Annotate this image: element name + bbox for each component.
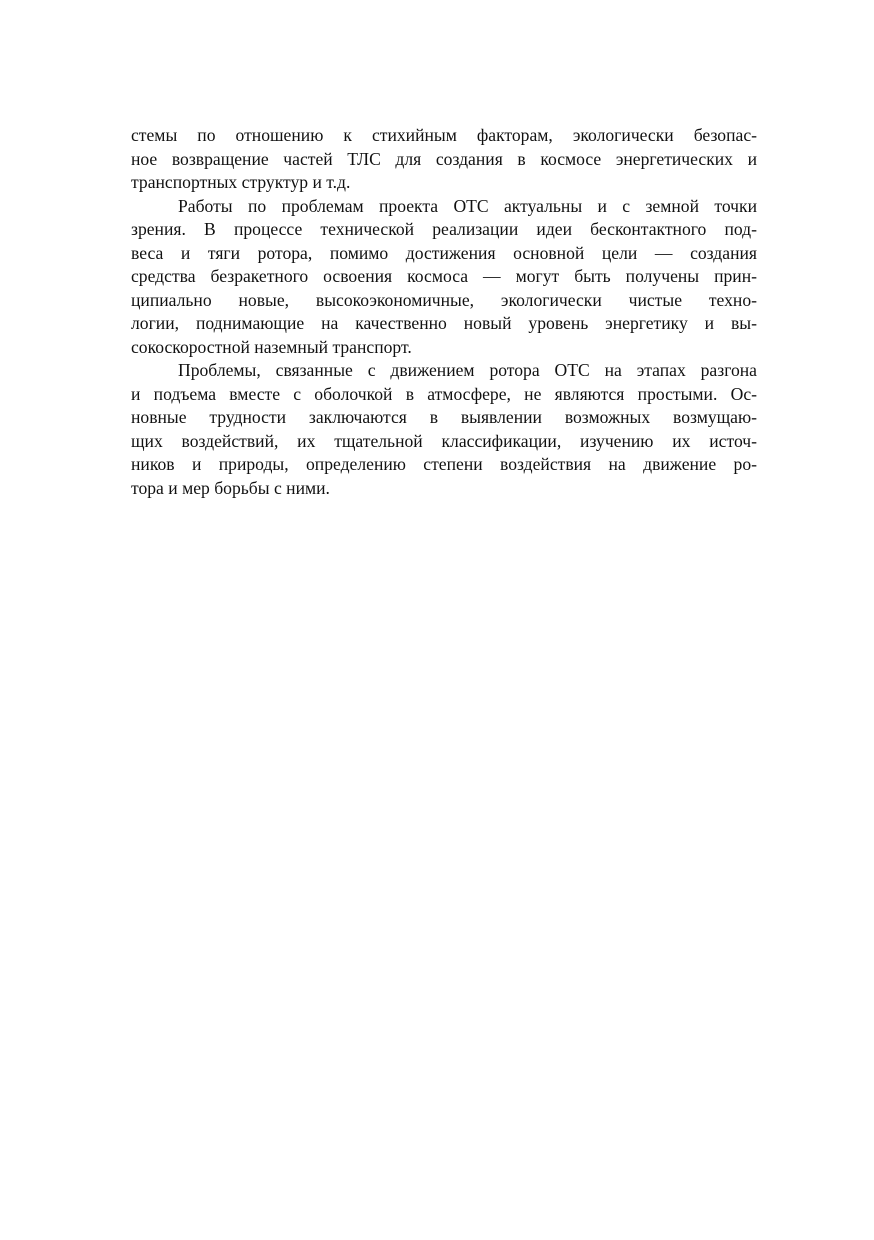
paragraph-3 [131,359,757,500]
body-text [131,124,757,500]
text-line: веса и тяги ротора, помимо достижения основной цели — создания [131,242,757,263]
text-line: ципиально новые, высокоэкономичные, экологически чистые техно- [131,289,757,310]
text-line: щих воздействий, их тщательной классификации, изучению их источ- [131,430,757,451]
text-line: стемы по отношению к стихийным факторам, экологически безопас- [131,125,757,145]
text-line: зрения. В процессе технической реализации идеи бесконтактного под- [131,219,757,239]
text-line: средства безракетного освоения космоса — могут быть получены прин- [131,266,757,286]
text-line: ников и природы, определению степени воздействия на движение ро- [131,454,757,474]
text-line: сокоскоростной наземный транспорт. [131,336,412,357]
text-line: транспортных структур и т.д. [131,172,351,192]
text-line: Проблемы, связанные с движением ротора ОТС на этапах разгона [178,360,757,380]
text-line: логии, поднимающие на качественно новый уровень энергетику и вы- [131,313,757,333]
paragraph-1 [131,124,757,195]
text-line: Работы по проблемам проекта ОТС актуальны и с земной точки [178,195,757,216]
text-line: ное возвращение частей ТЛС для создания в космосе энергетических и [131,148,757,169]
text-line: и подъема вместе с оболочкой в атмосфере, не являются простыми. Ос- [131,383,757,404]
paragraph-2 [131,195,757,360]
text-line: новные трудности заключаются в выявлении возможных возмущаю- [131,407,757,427]
text-line: тора и мер борьбы с ними. [131,477,330,498]
